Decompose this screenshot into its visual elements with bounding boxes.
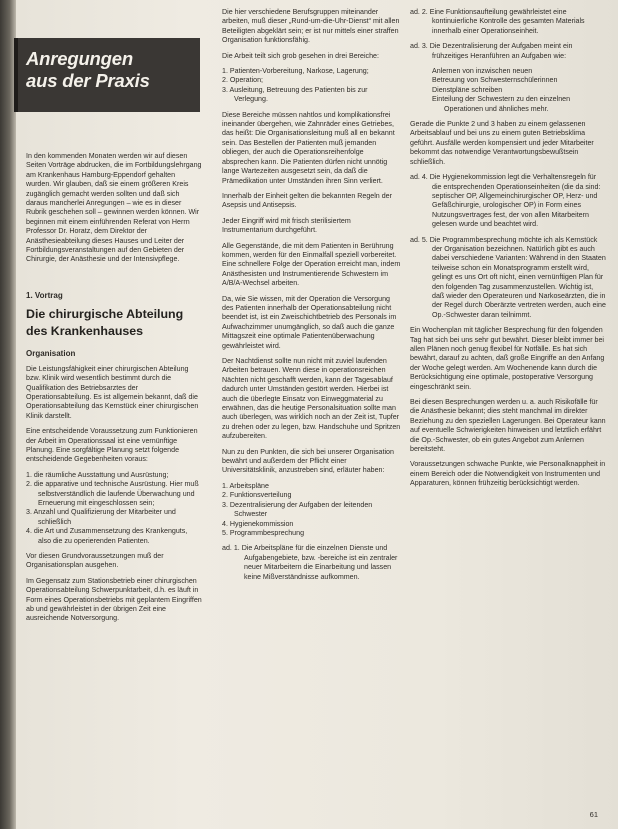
body-paragraph: Gerade die Punkte 2 und 3 haben zu einem gelassenen Arbeitsablauf und bei uns zu einem guten Betriebsklima geführt. Ausfälle werden kompensiert und jeder Mitarbeiter bekommt das notwendige Verantwortungsbewußtsein schließlich. bbox=[410, 120, 594, 166]
page-gutter-shadow bbox=[0, 0, 16, 829]
point-5-paragraph: ad. 5. Die Programmbesprechung möchte ich als Kernstück der Organisation bezeichnen. Natürlich gibt es auch dabei verschiedene Varianten: Während in den Staaten teilweise schon ein Monatsprogramm erstellt wird, gelingt es uns Ort oft nicht, einen vernünftigen Plan für den folgenden Tag zusammenzustellen. Wichtig ist, daß wieder den Operateuren und Narkoseärzten, die in der Regel durch Oberärzte vertreten werden, auch eine Op.-Schwester daran teilnimmt. bbox=[410, 235, 606, 319]
body-paragraph: Nun zu den Punkten, die sich bei unserer Organisation bewährt und außerdem der Pflicht einer Universitätsklinik, anzustreben sind, erläuter haben: bbox=[222, 447, 394, 475]
list-item: 3. Ausleitung, Betreuung des Patienten bis zur Verlegung. bbox=[222, 85, 368, 104]
list-item: 3. Anzahl und Qualifizierung der Mitarbeiter und schließlich bbox=[26, 508, 176, 526]
column-middle bbox=[222, 8, 402, 588]
column-left bbox=[26, 152, 202, 630]
body-paragraph: Die Leistungsfähigkeit einer chirurgischen Abteilung bzw. Klinik wird wesentlich bestimmt durch die Qualifikation des Betriebsarztes der Operationsabteilung. Es ist allgemein bekannt, daß die Operationsabteilung das Kernstück einer chirurgischen Klinik darstellt. bbox=[26, 364, 199, 420]
requirements-list bbox=[26, 471, 202, 546]
rubric-title bbox=[26, 48, 192, 92]
work-areas-list bbox=[222, 67, 402, 105]
body-paragraph: Vor diesen Grundvoraussetzungen muß der Organisationsplan ausgehen. bbox=[26, 552, 164, 570]
body-paragraph: Die hier verschiedene Berufsgruppen miteinander arbeiten, muß dieser „Rund-um-die-Uhr-Dienst“ mit allen Beteiligten abgeklärt sein; er ist nur mittels einer straffen Organisation funktionsfähig. bbox=[222, 8, 400, 45]
list-item: 4. Hygienekommission bbox=[222, 519, 294, 528]
list-item: 3. Dezentralisierung der Aufgaben der leitenden Schwester bbox=[222, 500, 373, 519]
list-item: 1. die räumliche Ausstattung und Ausrüstung; bbox=[26, 470, 169, 479]
section-heading: Organisation bbox=[26, 349, 76, 359]
list-item: 1. Patienten-Vorbereitung, Narkose, Lagerung; bbox=[222, 67, 369, 76]
headline-line2: des Krankenhauses bbox=[26, 323, 144, 338]
delegated-tasks-list bbox=[410, 67, 606, 114]
list-item: 2. die apparative und technische Ausrüstung. Hier muß selbstverständlich die laufende Überwachung und Erneuerung mit eingeschlossen sein; bbox=[26, 480, 199, 507]
body-paragraph: Diese Bereiche müssen nahtlos und komplikationsfrei ineinander übergehen, wie Zahnräder eines Getriebes, das heißt: Die Organisationsleitung muß all en bekannt sein. Das Bestellen der Patienten muß jemanden obliegen, der auch die Operationsreihenfolge absprechen kann. Die Patienten dürfen nicht unnötig lange Wartezeiten ausgesetzt sein, da daß die Prämedikation unter Umständen ihren Sinn verliert. bbox=[222, 110, 395, 185]
page-number: 61 bbox=[589, 810, 598, 819]
body-paragraph: Im Gegensatz zum Stationsbetrieb einer chirurgischen Operationsabteilung Schwerpunktarbeit, d.h. es läuft in Form eines Operationsbetriebs mit geplantem Eingriffen ab und gewährleistet in der übrigen Zeit eine ausreichende Notversorgung. bbox=[26, 576, 202, 623]
body-paragraph: Da, wie Sie wissen, mit der Operation die Versorgung des Patienten innerhalb der Operationsabteilung nicht beendet ist, ist ein Zweischichtbetrieb des Personals im Aufwachzimmer unumgänglich, so daß auch die ganze Mittagszeit eine optimale Patientenüberwachung gewährleistet wird. bbox=[222, 294, 397, 350]
list-item: Dienstpläne schreiben bbox=[432, 85, 503, 94]
list-item: 1. Arbeitspläne bbox=[222, 481, 269, 490]
rubric-title-line1: Anregungen bbox=[26, 48, 133, 69]
body-paragraph: Bei diesen Besprechungen werden u. a. auch Risikofälle für die Anästhesie bekannt; dies steht manchmal im direkter Beziehung zu den speziellen Lagerungen. Bei Operateur kann auf eventuelle Schwierigkeiten hinweisen und letztlich erfährt die Op.-Schwester, ob ein gutes Angebot zum Anlernen bereitsteht. bbox=[410, 398, 606, 454]
lecture-number: 1. Vortrag bbox=[26, 290, 63, 300]
rubric-title-line2: aus der Praxis bbox=[26, 70, 150, 91]
body-paragraph: Innerhalb der Einheit gelten die bekannten Regeln der Asepsis und Antisepsis. bbox=[222, 191, 392, 210]
list-item: Einteilung der Schwestern zu den einzelnen Operationen und ähnliches mehr. bbox=[432, 95, 571, 113]
body-paragraph: Ein Wochenplan mit täglicher Besprechung für den folgenden Tag hat sich bei uns sehr gut bewährt. Dieser bleibt immer bei allen Plänen noch genug flexibel für Notfälle. Es hat sich bewährt, darauf zu achten, daß große Eingriffe an den Anfang der Woche gelegt werden. Am Wochenende kann durch die Berücksichtigung eine optimale, postoperative Versorgung eingeschränkt sein. bbox=[410, 326, 605, 391]
list-item: 2. Operation; bbox=[222, 76, 264, 85]
headline-line1: Die chirurgische Abteilung bbox=[26, 307, 184, 322]
point-2-paragraph: ad. 2. Eine Funktionsaufteilung gewährleistet eine kontinuierliche Kontrolle des gesamten Materials innerhalb einer Operationseinheit. bbox=[410, 8, 585, 35]
list-item: 2. Funktionsverteilung bbox=[222, 491, 292, 500]
body-paragraph: Jeder Eingriff wird mit frisch sterilisiertem Instrumentarium durchgeführt. bbox=[222, 216, 351, 235]
intro-paragraph: In den kommenden Monaten werden wir auf diesen Seiten Vorträge abdrucken, die im Fortbildungslehrgang am Krankenhaus Hamburg-Eppendorf gehalten wurden. Wir glauben, daß sie einem größeren Kreis zugänglich gemacht werden sollten und daß sich daraus mancherlei Anregungen – wie es in dieser Rubrik geschehen soll – gewinnen werden können. Wir beginnen mit einem einführenden Referat von Herrn Professor Dr. Horatz, dem Direktor der Anästhesieabteilung dieses Hauses und Leiter der Fortbildungsveranstaltungen auf den Gebieten der Chirurgie, der Anästhesie und der Intensivpflege. bbox=[26, 152, 202, 264]
body-paragraph: Eine entscheidende Voraussetzung zum Funktionieren der Arbeit im Operationssaal ist eine vernünftige Planung. Eine sorgfältige Planung setzt folgende entscheidende Gegebenheiten voraus: bbox=[26, 427, 198, 464]
body-paragraph: Die Arbeit teilt sich grob gesehen in drei Bereiche: bbox=[222, 51, 379, 60]
list-item: Anlernen von inzwischen neuen bbox=[432, 67, 533, 76]
list-item: Betreuung von Schwesternschülerinnen bbox=[432, 76, 558, 85]
point-4-paragraph: ad. 4. Die Hygienekommission legt die Verhaltensregeln für die entsprechenden Operationseinheiten (die da sind: septischer OP, Allgemeinchirurgischer OP, Herz- und Gefäßchirurgie, urologischer OP) in Form eines Nutzungsvertrages fest, der von allen Mitarbeitern gelesen wurde und beachtet wird. bbox=[410, 173, 601, 229]
point-1-paragraph: ad. 1. Die Arbeitspläne für die einzelnen Dienste und Aufgabengebiete, bzw. -bereiche ist ein zentraler neuer Mitarbeitern die Einarbeitung und lassen keine Mißverständnisse aufkommen. bbox=[222, 544, 398, 581]
list-item: 4. die Art und Zusammensetzung des Krankenguts, also die zu operierenden Patienten. bbox=[26, 527, 188, 545]
list-item: 5. Programmbesprechung bbox=[222, 528, 305, 537]
organisation-points-list bbox=[222, 482, 402, 538]
body-paragraph: Alle Gegenstände, die mit dem Patienten in Berührung kommen, werden für den Einmalfall speziell vorbereitet. Eine schnellere Folge der Operation erreicht man, indem Anästhesisten und Instrumentierende Schwestern im A/B/A-Wechsel arbeiten. bbox=[222, 241, 401, 288]
body-paragraph: Voraussetzungen schwache Punkte, wie Personalknappheit in einem Bereich oder die Notwendigkeit von Instrumenten und Apparaturen, können frühzeitig berücksichtigt werden. bbox=[410, 460, 606, 488]
column-right bbox=[410, 8, 606, 495]
article-headline bbox=[26, 306, 202, 339]
body-paragraph: Der Nachtdienst sollte nun nicht mit zuviel laufenden Arbeiten betrauen. Wenn diese in operationsreichen Nächten nicht geschafft werden, kann der Tagesablauf dadurch unter Umständen gestört werden. Hierbei ist auch die überlegte Einsatz von Einweggmaterial zu erwähnen, das die heutige Personalsituation sollte man auch überlegen, was wirklich noch an der Zeit ist, Tupfer zu drehen oder zu legen, bzw. Handschuhe und Spritzen aufzubereiten. bbox=[222, 357, 401, 441]
point-3-paragraph: ad. 3. Die Dezentralisierung der Aufgaben meint ein frühzeitiges Heranführen an Aufgaben wie: bbox=[410, 42, 573, 60]
